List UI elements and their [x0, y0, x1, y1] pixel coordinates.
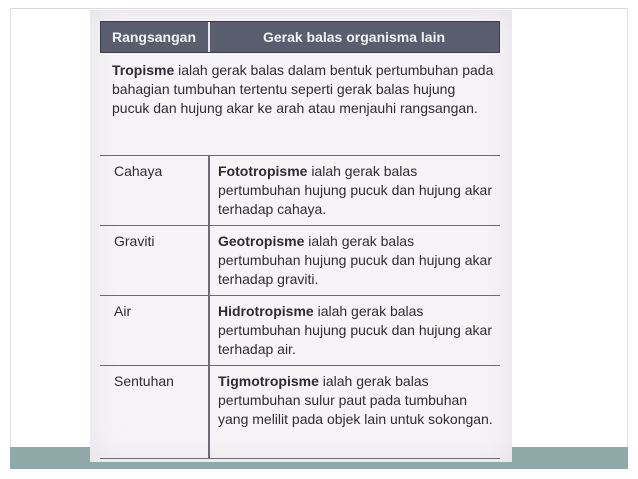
term-hidrotropisme: Hidrotropisme [218, 303, 314, 319]
row-divider [100, 155, 500, 156]
row-divider [100, 365, 500, 366]
stimulus-cahaya: Cahaya [114, 163, 163, 179]
desc-hidrotropisme: ialah gerak balas pertumbuhan hujung pucuk dan hujung akar terhadap air. [218, 303, 492, 357]
stimulus-graviti: Graviti [114, 233, 155, 249]
table-bottom-border [100, 458, 500, 459]
response-hidrotropisme [218, 302, 498, 359]
stimulus-sentuhan: Sentuhan [114, 373, 174, 389]
desc-tigmotropisme: ialah gerak balas pertumbuhan sulur paut pada tumbuhan yang melilit pada objek lain untuk sokongan. [218, 373, 493, 427]
table-header [100, 21, 500, 53]
slide-left-border [10, 8, 11, 447]
row-divider [100, 295, 500, 296]
term-fototropisme: Fototropisme [218, 163, 308, 179]
slide-top-border [10, 8, 628, 9]
desc-fototropisme: ialah gerak balas pertumbuhan hujung pucuk dan hujung akar terhadap cahaya. [218, 163, 492, 217]
response-tigmotropisme [218, 372, 498, 429]
header-response: Gerak balas organisma lain [262, 29, 446, 45]
stimulus-air: Air [114, 303, 132, 319]
intro-text: ialah gerak balas dalam bentuk pertumbuhan pada bahagian tumbuhan tertentu seperti gerak balas hujung pucuk dan hujung akar ke arah atau menjauhi rangsangan. [112, 62, 494, 116]
term-geotropisme: Geotropisme [218, 233, 305, 249]
row-divider [100, 225, 500, 226]
response-fototropisme [218, 162, 498, 219]
intro-term: Tropisme [112, 62, 175, 78]
scanned-page [90, 10, 512, 462]
header-stimulus: Rangsangan [111, 29, 196, 45]
response-geotropisme [218, 232, 498, 289]
column-divider [208, 155, 210, 459]
intro-definition [112, 61, 496, 118]
desc-geotropisme: ialah gerak balas pertumbuhan hujung pucuk dan hujung akar terhadap graviti. [218, 233, 492, 287]
term-tigmotropisme: Tigmotropisme [218, 373, 319, 389]
slide-right-border [627, 8, 628, 447]
tropism-table [100, 21, 500, 459]
